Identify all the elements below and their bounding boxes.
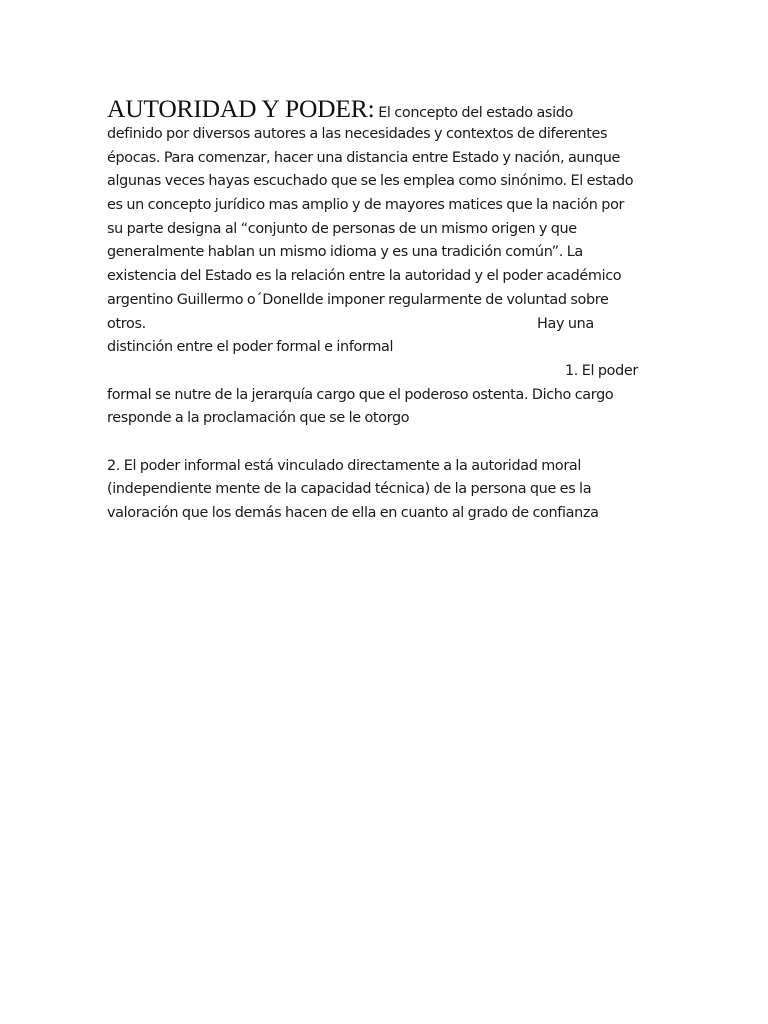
- body-text-segment: 1. El poder: [565, 362, 638, 379]
- body-text-line: valoración que los demás hacen de ella en cuanto al grado de confianza: [107, 505, 599, 521]
- body-text-line: épocas. Para comenzar, hacer una distancia entre Estado y nación, aunque: [107, 149, 621, 166]
- body-text-segment: Hay una: [537, 315, 594, 332]
- body-text-line: es un concepto jurídico mas amplio y de mayores matices que la nación por: [107, 197, 625, 214]
- body-text-line: algunas veces hayas escuchado que se les emplea como sinónimo. El estado: [107, 173, 634, 190]
- body-text-line: [107, 313, 653, 337]
- body-text-segment: otros.: [107, 315, 146, 332]
- body-text-line: argentino Guillermo o´Donellde imponer regularmente de voluntad sobre: [107, 291, 609, 308]
- body-text-line: generalmente hablan un mismo idioma y es una tradición común”. La: [107, 244, 583, 261]
- body-text-line: 2. El poder informal está vinculado directamente a la autoridad moral: [107, 457, 582, 474]
- body-text-line: formal se nutre de la jerarquía cargo que el poderoso ostenta. Dicho cargo: [107, 386, 614, 403]
- body-text-line: su parte designa al “conjunto de personas de un mismo origen y que: [107, 220, 577, 237]
- body-text-line: (independiente mente de la capacidad técnica) de la persona que es la: [107, 481, 592, 498]
- body-text-line: distinción entre el poder formal e informal: [107, 339, 394, 356]
- document-title: AUTORIDAD Y PODER:: [107, 94, 375, 123]
- body-text-line: [107, 360, 653, 384]
- document-body: [107, 89, 653, 526]
- paragraph-gap: [107, 431, 653, 455]
- body-text-line: El concepto del estado asido: [374, 105, 573, 121]
- body-text-line: definido por diversos autores a las necesidades y contextos de diferentes: [107, 126, 608, 142]
- body-text-line: existencia del Estado es la relación entre la autoridad y el poder académico: [107, 268, 622, 285]
- body-text-line: responde a la proclamación que se le otorgo: [107, 410, 410, 427]
- title-line: [107, 89, 653, 123]
